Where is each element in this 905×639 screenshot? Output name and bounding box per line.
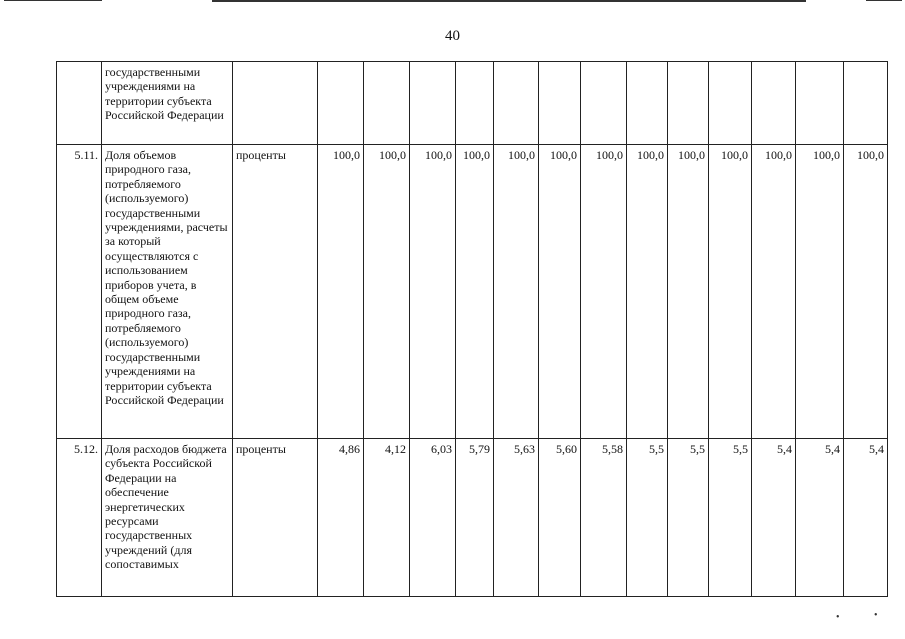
- value-cell: 100,0: [456, 145, 494, 439]
- value-cell: 100,0: [318, 145, 364, 439]
- value-cell: 6,03: [410, 439, 456, 597]
- value-cell: 5,4: [844, 439, 888, 597]
- page-number: 40: [445, 28, 460, 44]
- value-cell: [494, 62, 539, 145]
- scan-mark: •: [836, 612, 840, 623]
- table-row: [57, 62, 888, 145]
- value-cell: [627, 62, 668, 145]
- value-cell: 5,5: [709, 439, 752, 597]
- value-cell: [456, 62, 494, 145]
- value-cell: 100,0: [627, 145, 668, 439]
- indicator-name: Доля объемов природного газа, потребляемого (используемого) государственными учреждениями, расчеты за который осуществляются с использованием приборов учета, в общем объеме природного газа, потребляемого (используемого) государственными учреждениями на территории субъекта Российской Федерации: [102, 145, 233, 439]
- value-cell: 5,4: [752, 439, 796, 597]
- value-cell: 5,58: [581, 439, 627, 597]
- row-code: [57, 62, 102, 145]
- indicator-table: [56, 61, 888, 597]
- top-rule-center: [212, 0, 806, 2]
- row-code: 5.11.: [57, 145, 102, 439]
- value-cell: [668, 62, 709, 145]
- value-cell: 5,79: [456, 439, 494, 597]
- value-cell: [752, 62, 796, 145]
- value-cell: 100,0: [752, 145, 796, 439]
- unit: [233, 62, 318, 145]
- top-rule-left: [4, 0, 102, 1]
- row-code: 5.12.: [57, 439, 102, 597]
- table-row: [57, 439, 888, 597]
- table-row: [57, 145, 888, 439]
- value-cell: [796, 62, 844, 145]
- value-cell: 5,60: [539, 439, 581, 597]
- top-rule-right: [866, 0, 902, 1]
- value-cell: [709, 62, 752, 145]
- value-cell: [581, 62, 627, 145]
- value-cell: 100,0: [364, 145, 410, 439]
- value-cell: [318, 62, 364, 145]
- value-cell: 100,0: [539, 145, 581, 439]
- value-cell: 4,12: [364, 439, 410, 597]
- value-cell: 100,0: [410, 145, 456, 439]
- value-cell: 5,5: [627, 439, 668, 597]
- value-cell: 100,0: [796, 145, 844, 439]
- value-cell: 4,86: [318, 439, 364, 597]
- value-cell: 100,0: [668, 145, 709, 439]
- indicator-name: Доля расходов бюджета субъекта Российской Федерации на обеспечение энергетических ресурсами государственных учреждений (для сопоставимых: [102, 439, 233, 597]
- value-cell: 5,5: [668, 439, 709, 597]
- value-cell: [844, 62, 888, 145]
- value-cell: 100,0: [581, 145, 627, 439]
- unit: проценты: [233, 145, 318, 439]
- value-cell: [539, 62, 581, 145]
- unit: проценты: [233, 439, 318, 597]
- value-cell: 100,0: [709, 145, 752, 439]
- value-cell: 5,63: [494, 439, 539, 597]
- value-cell: 100,0: [844, 145, 888, 439]
- value-cell: 100,0: [494, 145, 539, 439]
- value-cell: 5,4: [796, 439, 844, 597]
- value-cell: [410, 62, 456, 145]
- value-cell: [364, 62, 410, 145]
- scan-mark: •: [874, 610, 878, 621]
- indicator-name: государственными учреждениями на территории субъекта Российской Федерации: [102, 62, 233, 145]
